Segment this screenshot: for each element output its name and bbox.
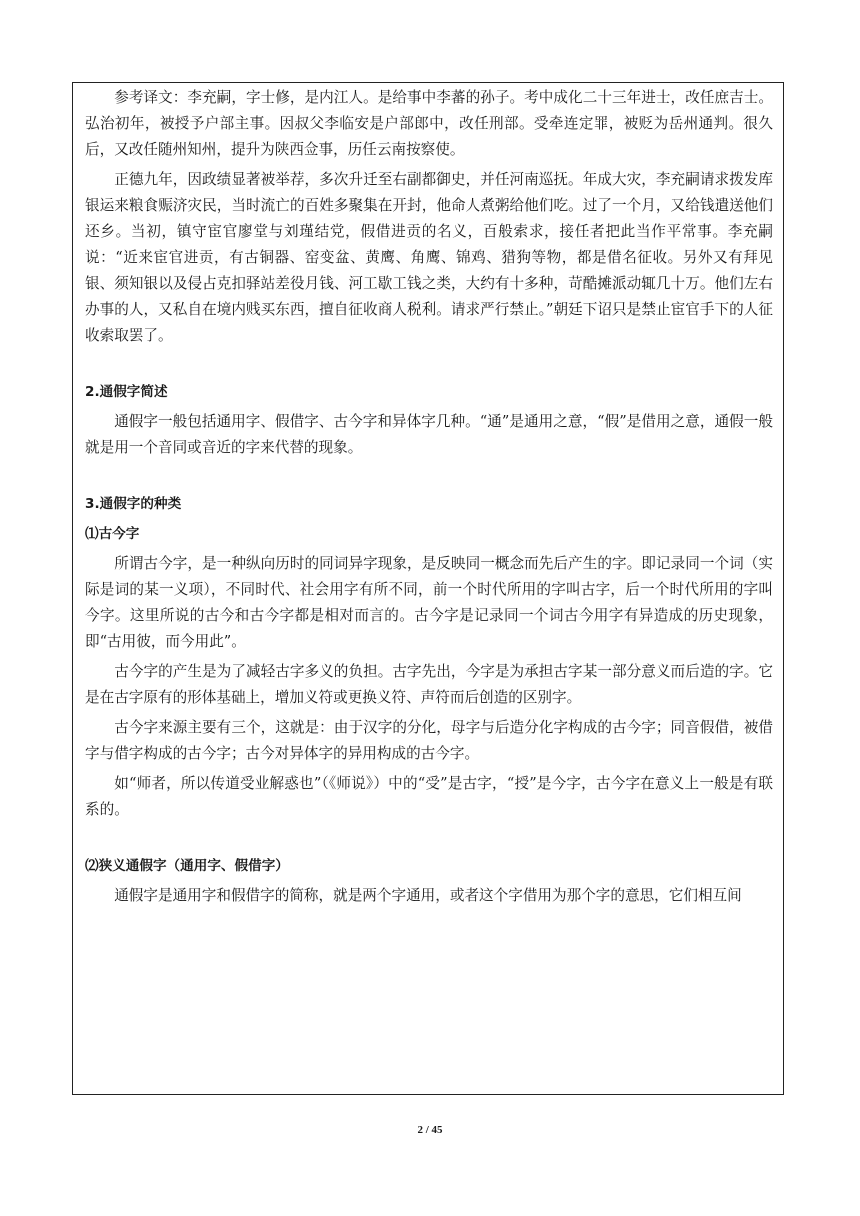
spacer [85, 465, 773, 491]
section-heading: 2.通假字简述 [85, 384, 168, 400]
paragraph: 所谓古今字，是一种纵向历时的同词异字现象，是反映同一概念而先后产生的字。即记录同一个词（实际是词的某一义项），不同时代、社会用字有所不同，前一个时代所用的字叫古字，后一个时代所用的字叫今字。这里所说的古今和古今字都是相对而言的。古今字是记录同一个词古今用字有异造成的历史现象，即“古用彼，而今用此”。 [85, 555, 773, 650]
paragraph: 如“师者，所以传道受业解惑也”（《师说》）中的“受”是古字，“授”是今字，古今字在意义上一般是有联系的。 [85, 775, 773, 818]
page-number: 2 / 45 [417, 1124, 443, 1136]
document-body [85, 85, 773, 913]
paragraph: 古今字来源主要有三个，这就是：由于汉字的分化，母字与后造分化字构成的古今字；同音假借，被借字与借字构成的古今字；古今对异体字的异用构成的古今字。 [85, 719, 773, 762]
spacer [85, 353, 773, 379]
paragraph: 参考译文：李充嗣，字士修，是内江人。是给事中李蕃的孙子。考中成化二十三年进士，改任庶吉士。弘治初年，被授予户部主事。因叔父李临安是户部郎中，改任刑部。受牵连定罪，被贬为岳州通判。很久后，又改任随州知州，提升为陕西佥事，历任云南按察使。 [85, 89, 773, 158]
paragraph: 古今字的产生是为了减轻古字多义的负担。古字先出，今字是为承担古字某一部分意义而后造的字。它是在古字原有的形体基础上，增加义符或更换义符、声符而后创造的区别字。 [85, 663, 773, 706]
paragraph: 通假字是通用字和假借字的简称，就是两个字通用，或者这个字借用为那个字的意思，它们相互间 [114, 887, 742, 904]
section-heading: 3.通假字的种类 [85, 496, 182, 512]
subsection-heading: ⑴古今字 [85, 526, 140, 542]
paragraph: 正德九年，因政绩显著被举荐，多次升迁至右副都御史，并任河南巡抚。年成大灾，李充嗣请求拨发库银运来粮食赈济灾民，当时流亡的百姓多聚集在开封，他命人煮粥给他们吃。过了一个月，又给钱遣送他们还乡。当初，镇守宦官廖堂与刘瑾结党，假借进贡的名义，百般索求，接任者把此当作平常事。李充嗣说：“近来宦官进贡，有古铜器、窑变盆、黄鹰、角鹰、锦鸡、猎狗等物，都是借名征收。另外又有拜见银、须知银以及侵占克扣驿站差役月钱、河工歇工钱之类，大约有十多种，苛酷摊派动辄几十万。他们左右办事的人，又私自在境内贱买东西，擅自征收商人税利。请求严行禁止。”朝廷下诏只是禁止宦官手下的人征收索取罢了。 [85, 171, 773, 344]
spacer [85, 827, 773, 853]
content-frame [72, 82, 784, 1095]
paragraph: 通假字一般包括通用字、假借字、古今字和异体字几种。“通”是通用之意，“假”是借用之意，通假一般就是用一个音同或音近的字来代替的现象。 [85, 413, 773, 456]
subsection-heading: ⑵狭义通假字（通用字、假借字） [85, 858, 289, 874]
